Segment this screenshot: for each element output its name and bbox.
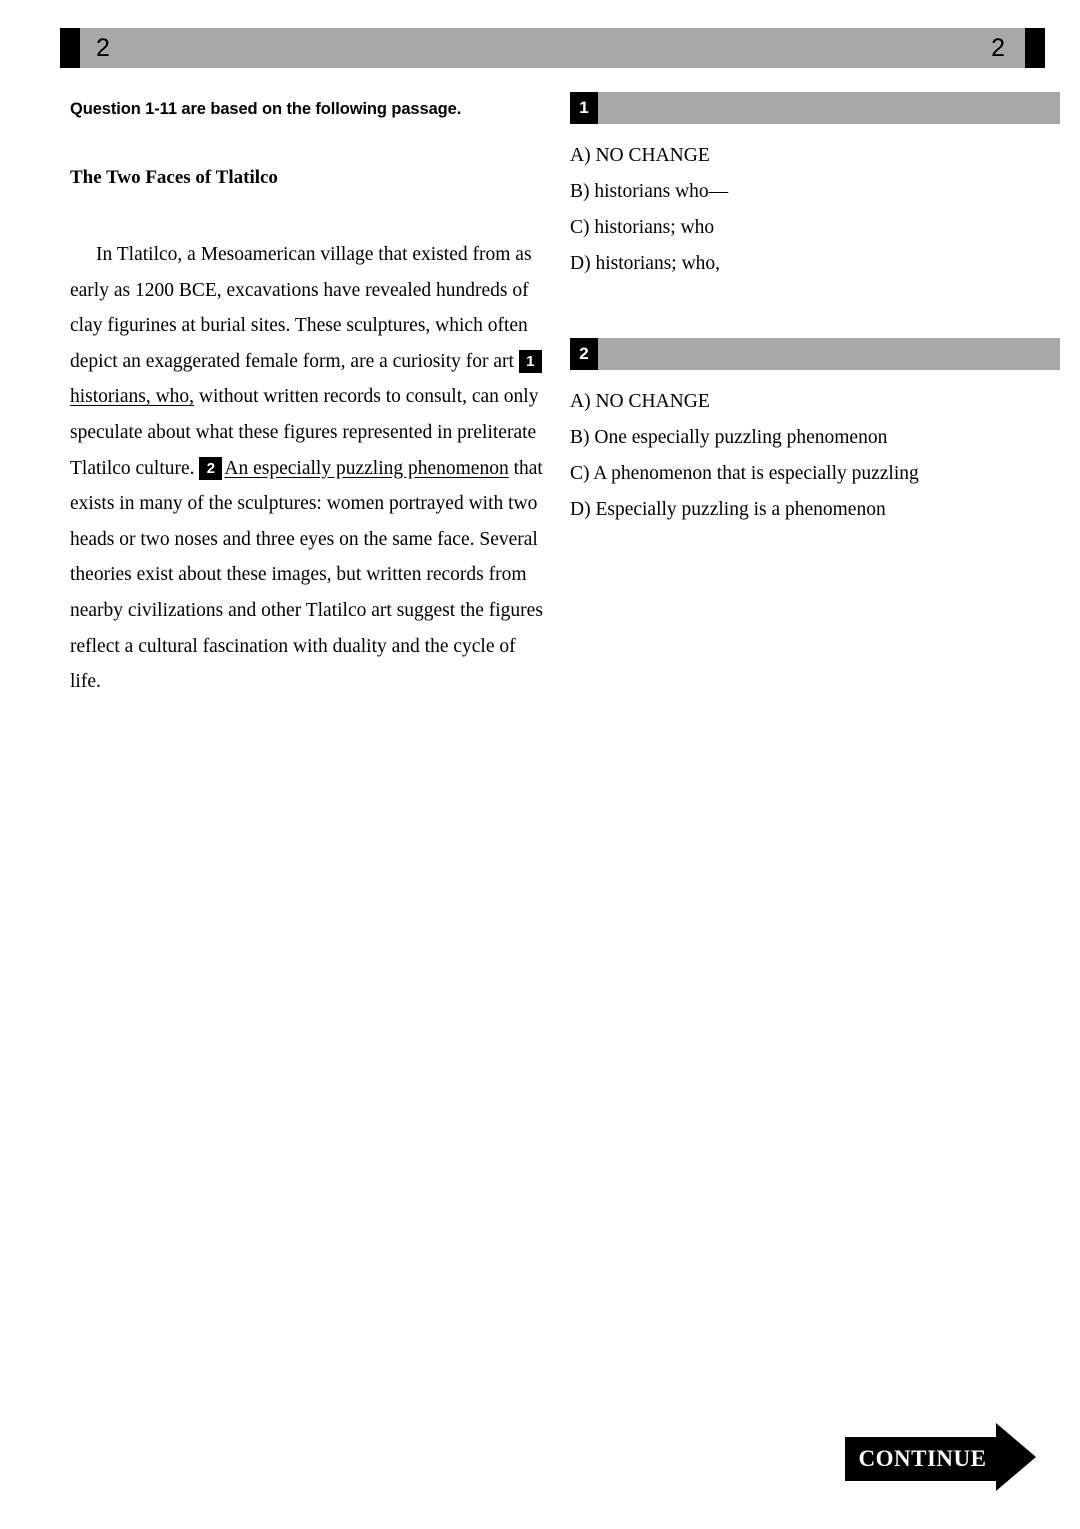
header-page-number-right: 2 xyxy=(991,34,1005,62)
passage-instruction: Question 1-11 are based on the following passage. xyxy=(70,100,462,118)
questions-column xyxy=(570,92,1060,584)
inline-question-marker-2[interactable]: 2 xyxy=(199,457,222,480)
question-header-bar-1 xyxy=(570,92,1060,124)
choice-2-b[interactable]: B) One especially puzzling phenomenon xyxy=(570,427,888,448)
inline-question-marker-1[interactable]: 1 xyxy=(519,350,542,373)
page-header xyxy=(60,28,1045,68)
passage-body xyxy=(70,237,545,700)
choice-2-d[interactable]: D) Especially puzzling is a phenomenon xyxy=(570,499,886,520)
passage-text-segment-2: without written records to consult, can only speculate about what these figures represented in preliterate Tlatilco culture. xyxy=(70,386,539,479)
header-page-number-left: 2 xyxy=(96,34,110,62)
passage-column xyxy=(70,100,545,700)
choice-2-c[interactable]: C) A phenomenon that is especially puzzling xyxy=(570,463,919,484)
header-left-block xyxy=(60,28,80,68)
passage-title: The Two Faces of Tlatilco xyxy=(70,167,278,188)
question-number-1: 1 xyxy=(570,92,598,124)
continue-arrow-icon xyxy=(996,1423,1036,1491)
question-block-2 xyxy=(570,338,1060,528)
passage-text-segment-3: that exists in many of the sculptures: women portrayed with two heads or two noses and three eyes on the same face. Several theories exist about these images, but written records from nearby civilizations and other Tlatilco art suggest the figures reflect a cultural fascination with duality and the cycle of life. xyxy=(70,457,543,693)
question-number-2: 2 xyxy=(570,338,598,370)
continue-label: CONTINUE xyxy=(845,1437,1000,1481)
choice-1-d[interactable]: D) historians; who, xyxy=(570,253,721,274)
question-block-1 xyxy=(570,92,1060,282)
underlined-segment-2[interactable]: An especially puzzling phenomenon xyxy=(224,457,509,479)
choice-1-c[interactable]: C) historians; who xyxy=(570,217,715,238)
header-right-block xyxy=(1025,28,1045,68)
choice-1-a[interactable]: A) NO CHANGE xyxy=(570,145,710,166)
passage-text-segment-1: In Tlatilco, a Mesoamerican village that existed from as early as 1200 BCE, excavations have revealed hundreds of clay figurines at burial sites. These sculptures, which often depict an exaggerated female form, are a curiosity for art xyxy=(70,244,532,372)
underlined-segment-1[interactable]: historians, who, xyxy=(70,386,195,408)
choice-1-b[interactable]: B) historians who— xyxy=(570,181,729,202)
choice-2-a[interactable]: A) NO CHANGE xyxy=(570,391,710,412)
question-header-bar-2 xyxy=(570,338,1060,370)
